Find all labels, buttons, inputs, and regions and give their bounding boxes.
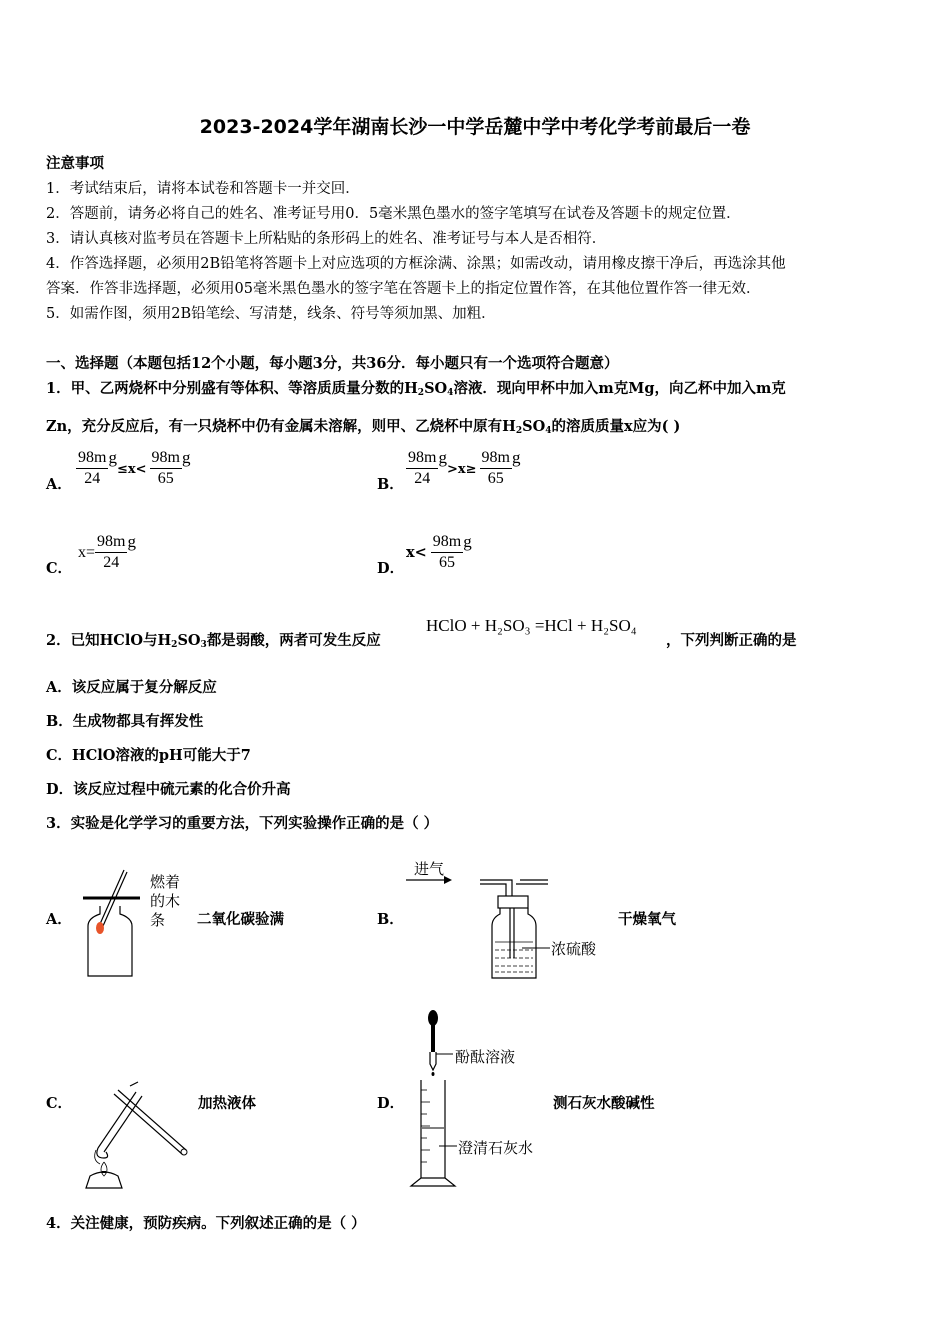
q3-option-d-text: 测石灰水酸碱性 xyxy=(553,1095,655,1112)
option-a-label: A． xyxy=(46,476,72,493)
limewater-label: 澄清石灰水 xyxy=(458,1139,534,1157)
notice-item: 3．请认真核对监考员在答题卡上所粘贴的条形码上的姓名、准考证号与本人是否相符． xyxy=(46,231,607,247)
question-1-line2: Zn，充分反应后，有一只烧杯中仍有金属未溶解，则甲、乙烧杯中原有$H_2SO_4$的溶质质量x应为( ) xyxy=(46,418,681,436)
page-title: 2023-2024学年湖南长沙一中学岳麓中学中考化学考前最后一卷 xyxy=(199,116,751,138)
question-1-line1: 1．甲、乙两烧杯中分别盛有等体积、等溶质质量分数的$H_2SO_4$溶液．现向甲杯中加入m克Mg，向乙杯中加入m克 xyxy=(46,380,786,398)
q3-option-b-label: B． xyxy=(377,911,404,928)
q2-option: B．生成物都具有挥发性 xyxy=(46,713,204,730)
q3-option-a-text: 二氧化碳验满 xyxy=(197,911,284,928)
option-c-formula: x= $\frac{98m}{24}$ g xyxy=(78,532,136,571)
question-2-equation: HClO + H₂SO₃ =HCl + H₂SO₄ xyxy=(426,616,637,635)
fraction: $\frac{98m}{24}$ xyxy=(97,533,126,571)
gas-washing-bottle-figure xyxy=(400,870,560,985)
notice-item: 答案．作答非选择题，必须用05毫米黑色墨水的签字笔在答题卡上的指定位置作答，在其他位置作答一律无效． xyxy=(46,281,761,297)
option-b-label: B． xyxy=(377,476,404,493)
fraction: $\frac{98m}{65}$ xyxy=(151,449,180,487)
sulfuric-acid-label: 浓硫酸 xyxy=(551,940,597,958)
q3-option-b-text: 干燥氧气 xyxy=(618,911,676,928)
q3-option-d-label: D． xyxy=(377,1095,405,1112)
notice-item: 1．考试结束后，请将本试卷和答题卡一并交回． xyxy=(46,181,360,197)
notice-item: 2．答题前，请务必将自己的姓名、准考证号用0．5毫米黑色墨水的签字笔填写在试卷及答题卡的规定位置． xyxy=(46,206,741,222)
section-heading: 一、选择题（本题包括12个小题，每小题3分，共36分．每小题只有一个选项符合题意） xyxy=(46,355,619,372)
option-d-label: D． xyxy=(377,560,405,577)
q2-option: D．该反应过程中硫元素的化合价升高 xyxy=(46,781,291,798)
question-3-stem: 3．实验是化学学习的重要方法，下列实验操作正确的是（ ） xyxy=(46,815,439,832)
q3-option-c-label: C． xyxy=(46,1095,73,1112)
fraction: $\frac{98m}{65}$ xyxy=(481,449,510,487)
phenolphthalein-label: 酚酞溶液 xyxy=(455,1048,516,1066)
gas-in-label: 进气 xyxy=(414,860,445,878)
fraction: $\frac{98m}{24}$ xyxy=(408,449,437,487)
q2-option: C．HClO溶液的pH可能大于7 xyxy=(46,747,251,764)
option-c-label: C． xyxy=(46,560,73,577)
option-a-formula: $\frac{98m}{24}$ g≤x< $\frac{98m}{65}$ g xyxy=(78,448,191,487)
question-2-stem-end: ，下列判断正确的是 xyxy=(666,632,797,649)
notice-item: 5．如需作图，须用2B铅笔绘、写清楚，线条、符号等须加黑、加粗． xyxy=(46,306,496,322)
q3-option-a-label: A． xyxy=(46,911,72,928)
notice-item: 4．作答选择题，必须用2B铅笔将答题卡上对应选项的方框涂满、涂黑；如需改动，请用橡皮擦干净后，再选涂其他 xyxy=(46,256,786,272)
question-2-stem: 2．已知HClO与$H_2SO_3$都是弱酸，两者可发生反应 xyxy=(46,632,381,650)
fraction: $\frac{98m}{65}$ xyxy=(432,533,462,571)
option-d-formula: x< $\frac{98m}{65}$ g xyxy=(406,532,472,571)
burning-stick-label: 燃着 的木 条 xyxy=(150,873,181,929)
option-b-formula: $\frac{98m}{24}$ g>x≥ $\frac{98m}{65}$ g xyxy=(408,448,521,487)
question-4-stem: 4．关注健康，预防疾病。下列叙述正确的是（ ） xyxy=(46,1215,366,1232)
heating-liquid-figure xyxy=(80,1080,195,1192)
notice-heading: 注意事项 xyxy=(46,155,104,172)
q2-option: A．该反应属于复分解反应 xyxy=(46,679,217,696)
gas-bottle-figure xyxy=(78,868,148,980)
q3-option-c-text: 加热液体 xyxy=(198,1095,256,1112)
fraction: $\frac{98m}{24}$ xyxy=(78,449,107,487)
graduated-cylinder-figure xyxy=(405,1006,465,1191)
